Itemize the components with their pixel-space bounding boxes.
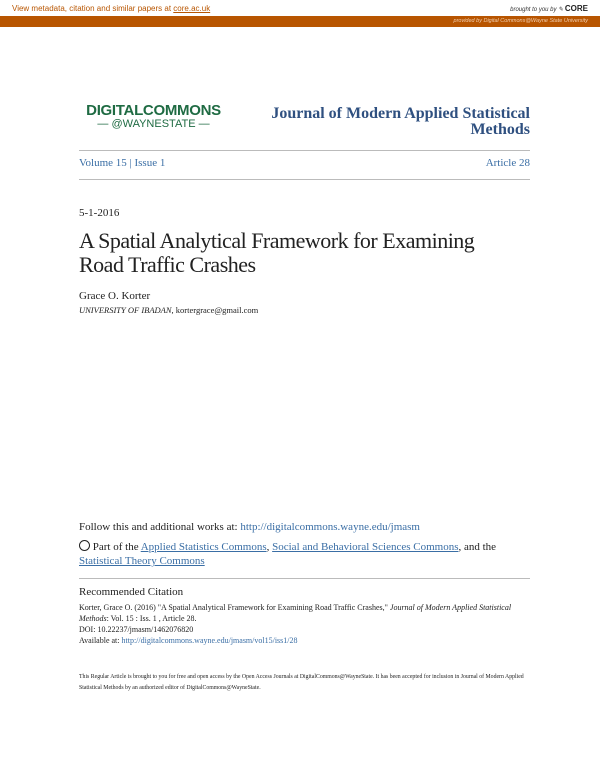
pub-date: 5-1-2016 [79,207,120,219]
paper-title: A Spatial Analytical Framework for Examining Road Traffic Crashes [79,228,475,277]
statistical-theory-link[interactable]: Statistical Theory Commons [79,555,205,567]
issue-link[interactable]: Issue 1 [134,157,166,169]
social-sciences-link[interactable]: Social and Behavioral Sciences Commons [272,541,459,553]
volume-link[interactable]: Volume 15 [79,157,127,169]
article-url-link[interactable]: http://digitalcommons.wayne.edu/jmasm/vol15/iss1/28 [121,636,298,645]
issue-nav: Volume 15 | Issue 1 [79,157,166,169]
digitalcommons-logo[interactable]: DIGITALCOMMONS — @WAYNESTATE — [86,102,221,130]
author-affiliation: UNIVERSITY OF IBADAN, kortergrace@gmail.com [79,305,259,315]
provider-bar: provided by Digital Commons@Wayne State University [0,16,600,27]
follow-line: Follow this and additional works at: http://digitalcommons.wayne.edu/jmasm [79,521,420,533]
author-name: Grace O. Korter [79,290,151,302]
applied-statistics-link[interactable]: Applied Statistics Commons [140,541,267,553]
core-banner [0,0,600,15]
metadata-notice: View metadata, citation and similar papers at core.ac.uk [12,4,211,13]
core-brand[interactable]: brought to you by ✎ CORE [510,4,588,13]
citation-heading: Recommended Citation [79,586,184,598]
core-icon: ✎ [558,7,564,13]
access-notice: This Regular Article is brought to you for free and open access by the Open Access Journals at DigitalCommons@WayneState. It has been accepted for inclusion in Journal of Modern Applied Statistical Methods by an authorized editor of DigitalCommons@WayneState. [79,674,524,691]
divider [79,179,530,180]
journal-title[interactable]: Journal of Modern Applied Statistical Methods [271,105,530,138]
citation-text: Korter, Grace O. (2016) "A Spatial Analytical Framework for Examining Road Traffic Crashes," Journal of Modern Applied Statistical Methods: Vol. 15 : Iss. 1 , Article 28. DOI: 10.22237/jmasm/1462076820 Available at: http://digitalcommons.wayne.edu/jmasm/vol15/iss1/28 [79,603,512,645]
part-of: Part of the Applied Statistics Commons, Social and Behavioral Sciences Commons, and the Statistical Theory Commons [79,541,497,567]
core-link[interactable]: core.ac.uk [173,4,211,13]
network-icon [79,540,90,551]
jmasm-link[interactable]: http://digitalcommons.wayne.edu/jmasm [240,521,420,533]
article-link[interactable]: Article 28 [485,157,530,169]
divider [79,150,530,151]
divider [79,578,530,579]
